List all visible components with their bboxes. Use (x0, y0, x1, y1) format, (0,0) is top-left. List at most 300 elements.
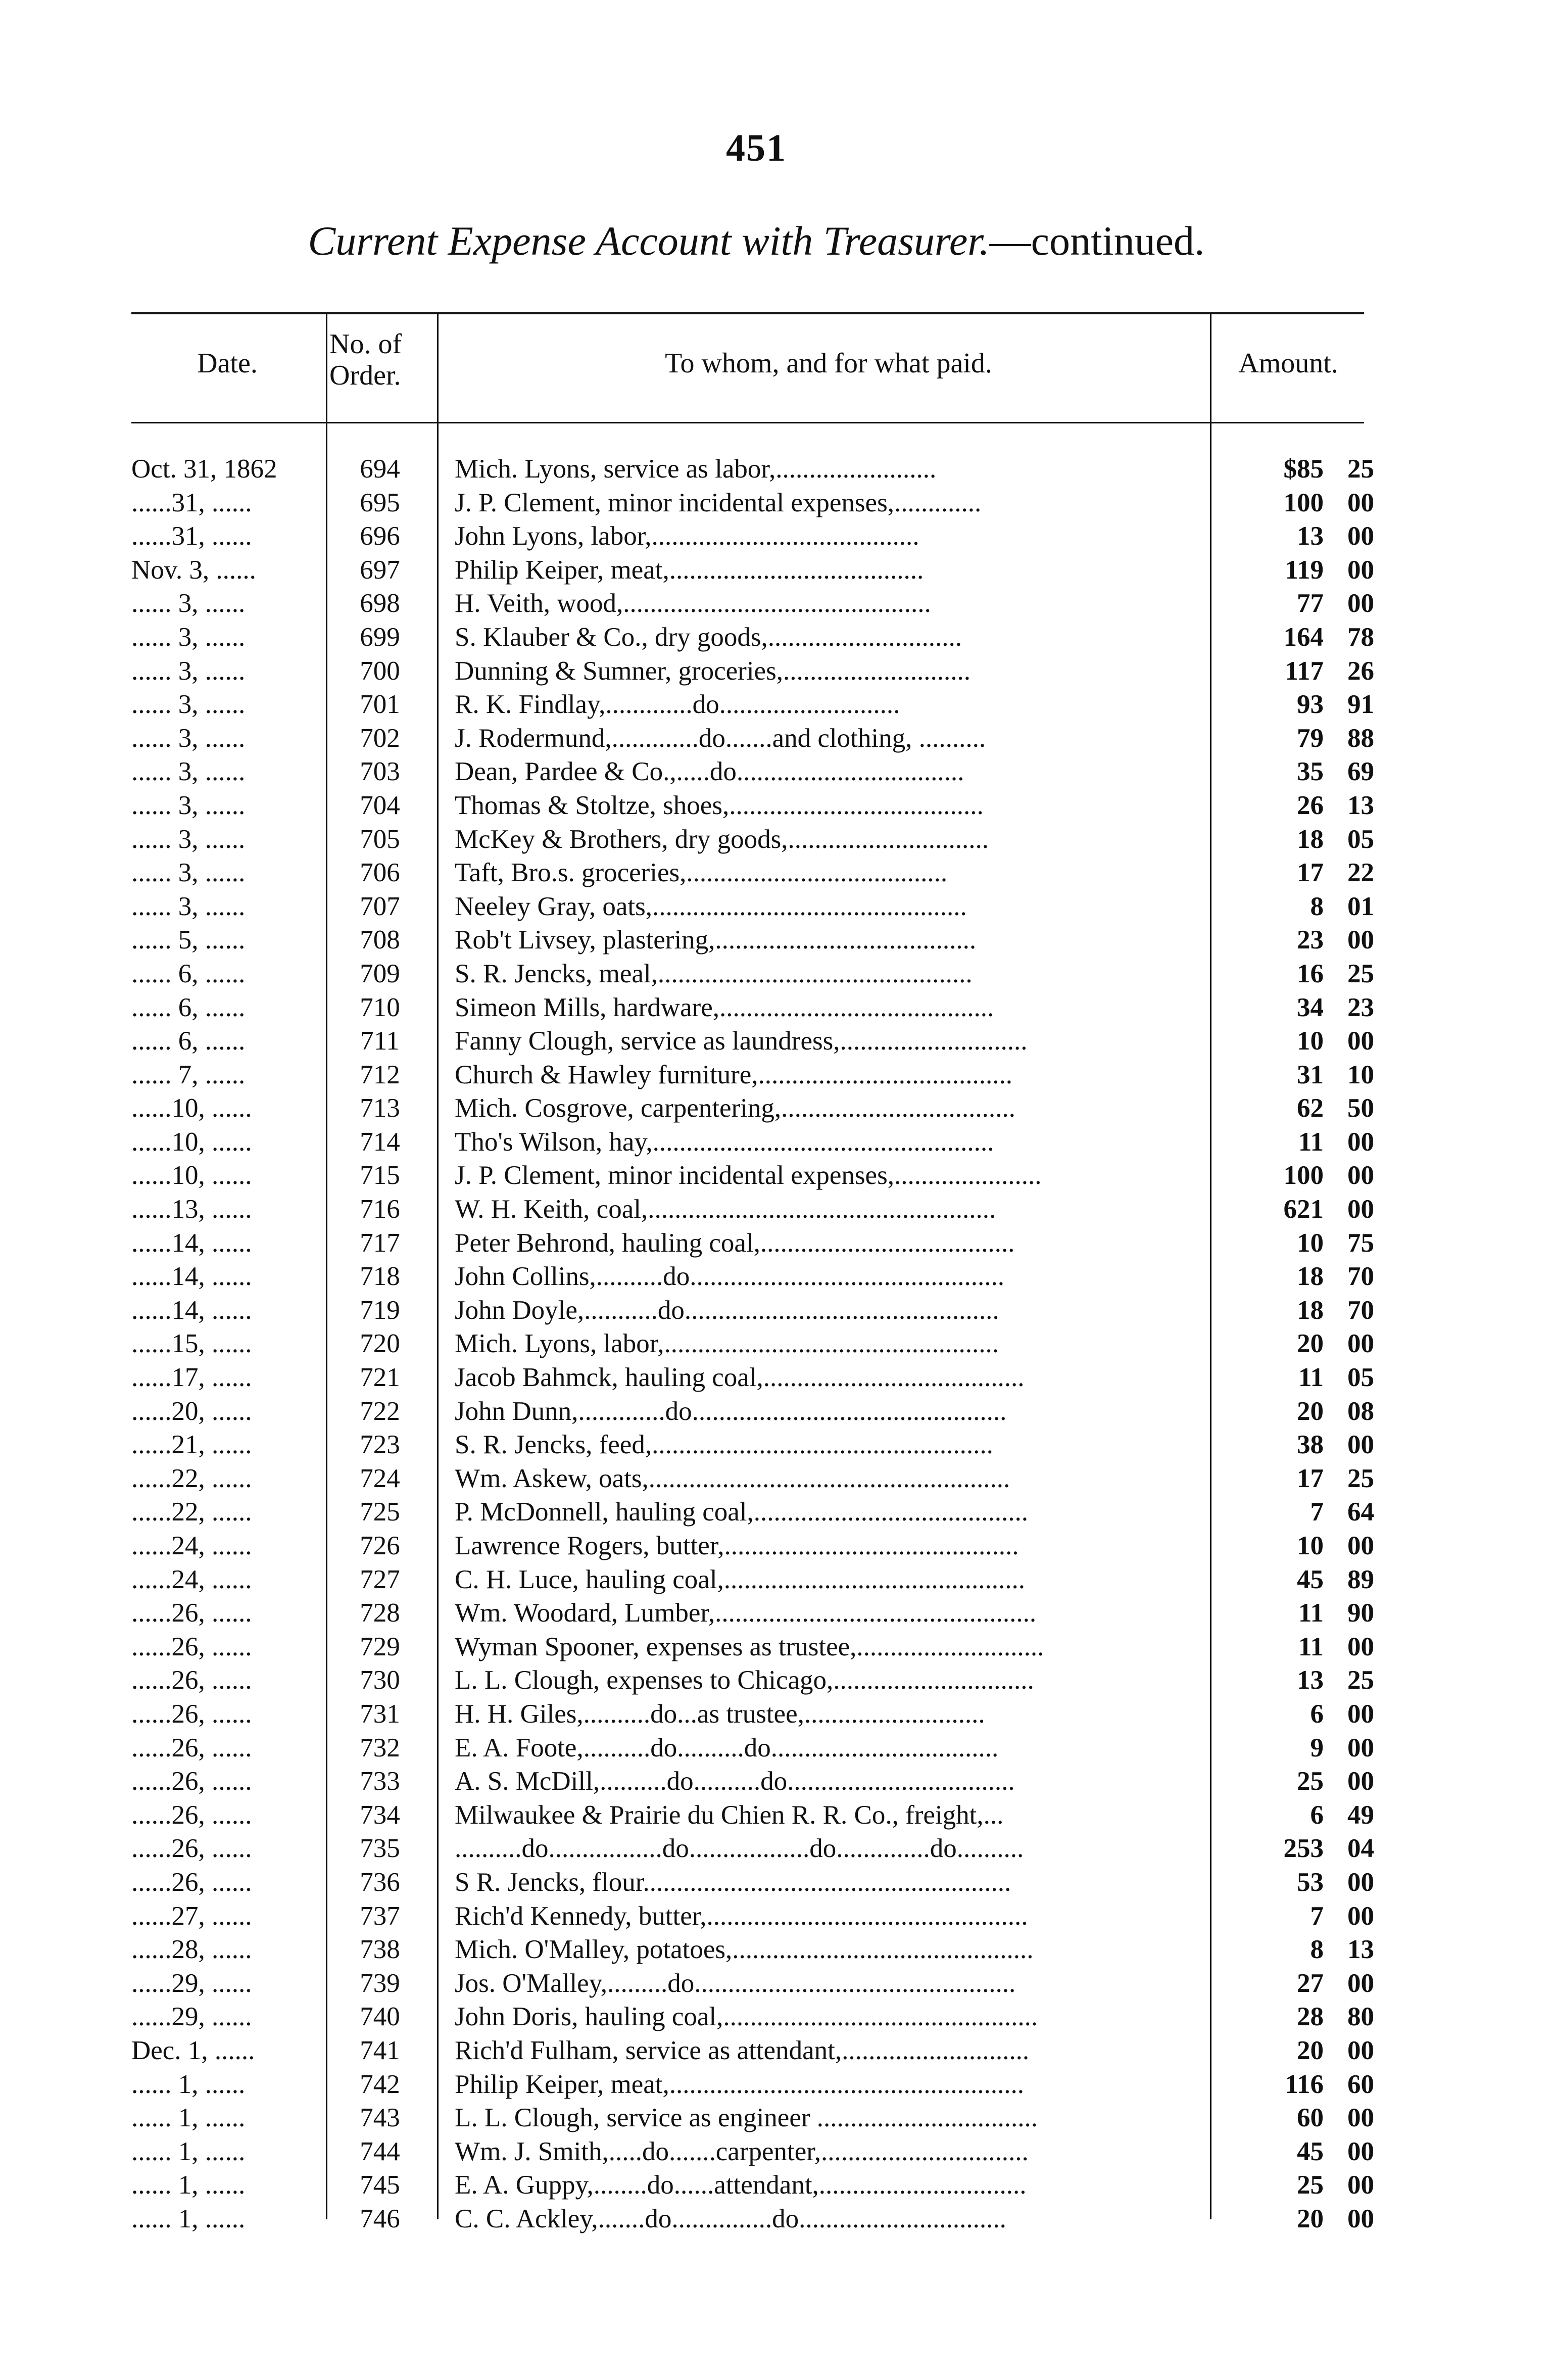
row-order-number: 724 (360, 1463, 400, 1493)
row-amount-dollars: 119 (1285, 555, 1324, 585)
row-order-number: 715 (360, 1161, 400, 1191)
row-amount (1218, 2068, 1374, 2102)
table-row (0, 486, 1552, 520)
table-row (0, 2202, 1552, 2236)
row-amount (1218, 1294, 1374, 1327)
row-amount-dollars: 25 (1297, 1767, 1324, 1796)
row-order-number: 739 (360, 1968, 400, 1998)
row-amount-cents: 23 (1347, 992, 1374, 1022)
row-payee: Taft, Bro.s. groceries,....................................... (455, 858, 948, 888)
row-order-number: 716 (360, 1195, 400, 1224)
table-row (0, 1731, 1552, 1765)
top-rule (131, 312, 1364, 314)
row-amount (1218, 1260, 1374, 1294)
row-amount-dollars: 35 (1297, 757, 1324, 787)
row-payee: W. H. Keith, coal,.................................................... (455, 1195, 996, 1224)
table-row (0, 2034, 1552, 2068)
table-row (0, 519, 1552, 553)
row-date: ......26, ...... (131, 1665, 252, 1695)
row-amount-dollars: 11 (1298, 1632, 1324, 1661)
row-date: ......14, ...... (131, 1262, 252, 1292)
row-date: ...... 1, ...... (131, 2204, 246, 2233)
row-date: ......26, ...... (131, 1867, 252, 1897)
ledger-rows (0, 452, 1552, 2235)
row-date: ......14, ...... (131, 1228, 252, 1258)
row-amount-dollars: 10 (1297, 1026, 1324, 1056)
row-payee: Jos. O'Malley,.........do................................................ (455, 1968, 1016, 1998)
row-amount-cents: 70 (1347, 1262, 1374, 1292)
table-row (0, 654, 1552, 688)
row-date: ......29, ...... (131, 1968, 252, 1998)
row-amount-cents: 00 (1347, 1531, 1374, 1560)
row-amount (1218, 452, 1374, 486)
table-row (0, 1596, 1552, 1630)
row-date: ...... 7, ...... (131, 1060, 246, 1089)
row-date: ......10, ...... (131, 1093, 252, 1123)
row-order-number: 733 (360, 1767, 400, 1796)
row-order-number: 741 (360, 2035, 400, 2065)
row-payee: S. R. Jencks, feed,................................................... (455, 1430, 993, 1460)
row-amount-cents: 25 (1347, 959, 1374, 988)
row-amount-dollars: 10 (1297, 1228, 1324, 1258)
row-date: ...... 1, ...... (131, 2136, 246, 2166)
row-amount-dollars: 62 (1297, 1093, 1324, 1123)
row-payee: Neeley Gray, oats,............................................... (455, 891, 967, 921)
row-amount (1218, 1731, 1374, 1765)
row-payee: Church & Hawley furniture,...................................... (455, 1060, 1012, 1089)
row-payee: J. Rodermund,.............do.......and clothing, .......... (455, 723, 986, 753)
row-amount-dollars: 34 (1297, 992, 1324, 1022)
row-date: Nov. 3, ...... (131, 555, 256, 585)
row-order-number: 745 (360, 2170, 400, 2200)
row-date: ......26, ...... (131, 1699, 252, 1729)
row-amount-dollars: 28 (1297, 2002, 1324, 2032)
row-amount-cents: 70 (1347, 1295, 1374, 1325)
row-order-number: 702 (360, 723, 400, 753)
row-amount-cents: 00 (1347, 1867, 1374, 1897)
row-amount-cents: 01 (1347, 891, 1374, 921)
row-date: ......17, ...... (131, 1363, 252, 1393)
row-amount (1218, 1091, 1374, 1125)
table-row (0, 1866, 1552, 1899)
row-amount (1218, 1193, 1374, 1226)
row-amount-dollars: $85 (1283, 454, 1324, 484)
row-amount-cents: 13 (1347, 790, 1374, 820)
row-payee: John Dunn,.............do............................................... (455, 1396, 1007, 1426)
row-order-number: 701 (360, 690, 400, 720)
table-row (0, 1933, 1552, 1967)
row-date: ......22, ...... (131, 1463, 252, 1493)
row-order-number: 703 (360, 757, 400, 787)
row-date: ......13, ...... (131, 1195, 252, 1224)
row-amount-dollars: 20 (1297, 1396, 1324, 1426)
row-payee: E. A. Foote,..........do..........do.................................. (455, 1733, 999, 1763)
row-amount-dollars: 26 (1297, 790, 1324, 820)
row-amount-dollars: 11 (1298, 1127, 1324, 1157)
row-date: ......26, ...... (131, 1800, 252, 1830)
table-row (0, 823, 1552, 856)
row-amount-cents: 10 (1347, 1060, 1374, 1089)
row-amount-cents: 78 (1347, 622, 1374, 652)
table-row (0, 1663, 1552, 1697)
row-amount-cents: 00 (1347, 1430, 1374, 1460)
row-amount-dollars: 20 (1297, 2035, 1324, 2065)
table-row (0, 957, 1552, 991)
row-order-number: 743 (360, 2103, 400, 2133)
row-amount-dollars: 100 (1283, 488, 1324, 517)
row-amount-cents: 00 (1347, 2170, 1374, 2200)
row-date: ...... 3, ...... (131, 858, 246, 888)
row-order-number: 697 (360, 555, 400, 585)
row-order-number: 740 (360, 2002, 400, 2032)
table-row (0, 1294, 1552, 1327)
row-amount (1218, 587, 1374, 621)
row-date: ......24, ...... (131, 1531, 252, 1560)
table-row (0, 621, 1552, 654)
row-order-number: 711 (360, 1026, 400, 1056)
row-amount-cents: 90 (1347, 1598, 1374, 1628)
row-amount-dollars: 6 (1310, 1699, 1324, 1729)
table-row (0, 452, 1552, 486)
row-amount-cents: 80 (1347, 2002, 1374, 2032)
row-amount-cents: 13 (1347, 1935, 1374, 1965)
table-row (0, 1495, 1552, 1529)
row-payee: Mich. Lyons, service as labor,........................ (455, 454, 937, 484)
row-amount-cents: 00 (1347, 2204, 1374, 2233)
row-amount-cents: 00 (1347, 1161, 1374, 1191)
table-row (0, 1899, 1552, 1933)
row-amount (1218, 923, 1374, 957)
row-amount-cents: 50 (1347, 1093, 1374, 1123)
row-amount-cents: 08 (1347, 1396, 1374, 1426)
row-amount (1218, 553, 1374, 587)
row-payee: ..........do.................do..................do..............do.......... (455, 1834, 1024, 1864)
row-order-number: 718 (360, 1262, 400, 1292)
row-amount-cents: 89 (1347, 1564, 1374, 1594)
row-date: ......20, ...... (131, 1396, 252, 1426)
row-order-number: 707 (360, 891, 400, 921)
row-amount-dollars: 13 (1297, 521, 1324, 551)
row-order-number: 719 (360, 1295, 400, 1325)
row-order-number: 696 (360, 521, 400, 551)
row-amount-cents: 00 (1347, 1632, 1374, 1661)
row-amount-dollars: 100 (1283, 1161, 1324, 1191)
row-date: ...... 1, ...... (131, 2069, 246, 2099)
row-amount-cents: 00 (1347, 521, 1374, 551)
row-amount-dollars: 11 (1298, 1363, 1324, 1393)
row-amount (1218, 1832, 1374, 1866)
header-order-number (329, 328, 435, 391)
row-amount-dollars: 20 (1297, 1329, 1324, 1359)
row-amount-cents: 22 (1347, 858, 1374, 888)
row-payee: Wyman Spooner, expenses as trustee,............................ (455, 1632, 1044, 1661)
row-payee: Jacob Bahmck, hauling coal,....................................... (455, 1363, 1025, 1393)
table-row (0, 789, 1552, 823)
row-amount (1218, 688, 1374, 722)
row-payee: John Doyle,...........do............................................... (455, 1295, 999, 1325)
table-row (0, 1327, 1552, 1361)
row-amount-dollars: 18 (1297, 824, 1324, 854)
row-payee: H. Veith, wood,.............................................. (455, 589, 931, 618)
row-date: ......15, ...... (131, 1329, 252, 1359)
header-bottom-rule (131, 422, 1364, 423)
row-order-number: 694 (360, 454, 400, 484)
row-amount-cents: 00 (1347, 2136, 1374, 2166)
row-order-number: 735 (360, 1834, 400, 1864)
row-payee: Philip Keiper, meat,..................................................... (455, 2069, 1024, 2099)
row-date: ......28, ...... (131, 1935, 252, 1965)
row-payee: Simeon Mills, hardware,......................................... (455, 992, 994, 1022)
row-payee: C. H. Luce, hauling coal,............................................. (455, 1564, 1026, 1594)
table-row (0, 2068, 1552, 2102)
row-payee: Milwaukee & Prairie du Chien R. R. Co., freight,... (455, 1800, 1004, 1830)
header-payee: To whom, and for what paid. (665, 348, 992, 379)
row-amount (1218, 1866, 1374, 1899)
row-order-number: 729 (360, 1632, 400, 1661)
row-order-number: 732 (360, 1733, 400, 1763)
row-date: ...... 5, ...... (131, 925, 246, 955)
row-amount-cents: 04 (1347, 1834, 1374, 1864)
row-amount-cents: 49 (1347, 1800, 1374, 1830)
row-date: ......26, ...... (131, 1767, 252, 1796)
row-amount-cents: 05 (1347, 1363, 1374, 1393)
row-amount-dollars: 13 (1297, 1665, 1324, 1695)
row-amount-cents: 00 (1347, 1127, 1374, 1157)
row-amount-dollars: 20 (1297, 2204, 1324, 2233)
row-amount (1218, 991, 1374, 1025)
row-amount-cents: 69 (1347, 757, 1374, 787)
row-payee: S. R. Jencks, meal,............................................... (455, 959, 973, 988)
row-payee: Rich'd Fulham, service as attendant,............................ (455, 2035, 1030, 2065)
header-order-line1: No. of (329, 328, 402, 360)
row-amount-cents: 25 (1347, 454, 1374, 484)
row-date: ...... 1, ...... (131, 2103, 246, 2133)
row-date: ......26, ...... (131, 1598, 252, 1628)
row-payee: Lawrence Rogers, butter,............................................ (455, 1531, 1019, 1560)
table-row (0, 1125, 1552, 1159)
row-amount (1218, 1058, 1374, 1092)
row-order-number: 728 (360, 1598, 400, 1628)
row-order-number: 744 (360, 2136, 400, 2166)
row-amount-cents: 00 (1347, 2103, 1374, 2133)
row-payee: A. S. McDill,..........do..........do.................................. (455, 1767, 1015, 1796)
row-date: ......14, ...... (131, 1295, 252, 1325)
row-order-number: 698 (360, 589, 400, 618)
row-amount-dollars: 93 (1297, 690, 1324, 720)
row-payee: Mich. Lyons, labor,.................................................. (455, 1329, 999, 1359)
row-order-number: 710 (360, 992, 400, 1022)
row-order-number: 721 (360, 1363, 400, 1393)
row-order-number: 725 (360, 1497, 400, 1527)
row-amount (1218, 823, 1374, 856)
row-payee: McKey & Brothers, dry goods,.............................. (455, 824, 989, 854)
row-amount-cents: 75 (1347, 1228, 1374, 1258)
row-order-number: 723 (360, 1430, 400, 1460)
row-payee: H. H. Giles,..........do...as trustee,........................... (455, 1699, 985, 1729)
table-row (0, 1024, 1552, 1058)
row-amount-dollars: 18 (1297, 1295, 1324, 1325)
row-amount-dollars: 53 (1297, 1867, 1324, 1897)
row-payee: Fanny Clough, service as laundress,............................ (455, 1026, 1028, 1056)
table-row (0, 856, 1552, 890)
row-date: ......29, ...... (131, 2002, 252, 2032)
row-amount-cents: 00 (1347, 589, 1374, 618)
table-row (0, 1765, 1552, 1798)
table-row (0, 1159, 1552, 1193)
row-amount-cents: 26 (1347, 656, 1374, 686)
row-amount (1218, 621, 1374, 654)
title-main: Current Expense Account with Treasurer. (308, 218, 990, 264)
row-amount (1218, 1630, 1374, 1664)
table-row (0, 755, 1552, 789)
header-amount: Amount. (1238, 348, 1338, 379)
row-amount-dollars: 17 (1297, 858, 1324, 888)
row-amount (1218, 1327, 1374, 1361)
row-date: ...... 3, ...... (131, 656, 246, 686)
row-amount (1218, 1495, 1374, 1529)
row-payee: John Doris, hauling coal,............................................... (455, 2002, 1038, 2032)
row-amount (1218, 890, 1374, 924)
table-row (0, 1798, 1552, 1832)
row-amount (1218, 654, 1374, 688)
row-amount (1218, 486, 1374, 520)
row-amount-cents: 00 (1347, 1329, 1374, 1359)
row-order-number: 737 (360, 1901, 400, 1931)
row-payee: Wm. J. Smith,.....do.......carpenter,............................... (455, 2136, 1029, 2166)
table-row (0, 587, 1552, 621)
row-amount-dollars: 31 (1297, 1060, 1324, 1089)
row-amount-cents: 00 (1347, 488, 1374, 517)
row-order-number: 720 (360, 1329, 400, 1359)
table-row (0, 688, 1552, 722)
row-amount (1218, 1697, 1374, 1731)
table-row (0, 991, 1552, 1025)
row-order-number: 742 (360, 2069, 400, 2099)
row-date: ...... 3, ...... (131, 891, 246, 921)
row-order-number: 704 (360, 790, 400, 820)
row-amount-dollars: 8 (1310, 1935, 1324, 1965)
row-order-number: 708 (360, 925, 400, 955)
row-payee: P. McDonnell, hauling coal,......................................... (455, 1497, 1028, 1527)
row-payee: Mich. O'Malley, potatoes,............................................. (455, 1935, 1034, 1965)
row-amount-dollars: 25 (1297, 2170, 1324, 2200)
table-row (0, 1529, 1552, 1563)
row-order-number: 706 (360, 858, 400, 888)
row-payee: Wm. Askew, oats,...................................................... (455, 1463, 1010, 1493)
row-amount-cents: 00 (1347, 1901, 1374, 1931)
table-row (0, 1226, 1552, 1260)
row-amount (1218, 1125, 1374, 1159)
row-amount-dollars: 45 (1297, 2136, 1324, 2166)
row-date: Oct. 31, 1862 (131, 454, 277, 484)
row-amount-cents: 00 (1347, 1026, 1374, 1056)
row-amount-dollars: 11 (1298, 1598, 1324, 1628)
table-row (0, 1428, 1552, 1462)
row-payee: Thomas & Stoltze, shoes,...................................... (455, 790, 984, 820)
table-row (0, 1260, 1552, 1294)
row-date: ...... 6, ...... (131, 959, 246, 988)
row-date: ...... 3, ...... (131, 690, 246, 720)
row-amount (1218, 856, 1374, 890)
row-date: ...... 3, ...... (131, 790, 246, 820)
row-date: ......10, ...... (131, 1127, 252, 1157)
row-date: ......31, ...... (131, 521, 252, 551)
row-payee: John Collins,..........do............................................... (455, 1262, 1005, 1292)
row-payee: Rob't Livsey, plastering,....................................... (455, 925, 977, 955)
table-row (0, 1091, 1552, 1125)
row-payee: L. L. Clough, service as engineer ................................. (455, 2103, 1038, 2133)
row-amount-dollars: 18 (1297, 1262, 1324, 1292)
row-amount (1218, 1428, 1374, 1462)
table-row (0, 1395, 1552, 1429)
row-date: ......10, ...... (131, 1161, 252, 1191)
row-amount-dollars: 7 (1310, 1901, 1324, 1931)
row-amount (1218, 789, 1374, 823)
row-amount-dollars: 116 (1285, 2069, 1324, 2099)
row-payee: Peter Behrond, hauling coal,...................................... (455, 1228, 1015, 1258)
row-payee: S. Klauber & Co., dry goods,............................. (455, 622, 962, 652)
row-amount-dollars: 16 (1297, 959, 1324, 988)
row-amount-dollars: 621 (1283, 1195, 1324, 1224)
table-row (0, 923, 1552, 957)
row-amount (1218, 1361, 1374, 1395)
row-amount-dollars: 117 (1285, 656, 1324, 686)
row-order-number: 712 (360, 1060, 400, 1089)
row-date: ...... 1, ...... (131, 2170, 246, 2200)
row-amount (1218, 1024, 1374, 1058)
row-amount-cents: 05 (1347, 824, 1374, 854)
row-payee: Wm. Woodard, Lumber,................................................ (455, 1598, 1037, 1628)
row-amount (1218, 1159, 1374, 1193)
row-amount-dollars: 164 (1283, 622, 1324, 652)
row-amount-cents: 60 (1347, 2069, 1374, 2099)
row-amount-dollars: 79 (1297, 723, 1324, 753)
row-amount (1218, 2168, 1374, 2202)
table-row (0, 1462, 1552, 1496)
row-amount (1218, 1563, 1374, 1597)
page-number: 451 (726, 127, 787, 169)
row-amount-dollars: 23 (1297, 925, 1324, 955)
row-amount (1218, 1596, 1374, 1630)
row-order-number: 734 (360, 1800, 400, 1830)
row-date: ......26, ...... (131, 1632, 252, 1661)
row-amount (1218, 519, 1374, 553)
table-row (0, 2000, 1552, 2034)
row-amount-cents: 00 (1347, 925, 1374, 955)
row-order-number: 731 (360, 1699, 400, 1729)
row-date: ......26, ...... (131, 1834, 252, 1864)
row-payee: Dunning & Sumner, groceries,............................ (455, 656, 971, 686)
row-date: ......24, ...... (131, 1564, 252, 1594)
row-date: ...... 3, ...... (131, 723, 246, 753)
row-amount (1218, 1967, 1374, 2001)
row-date: ...... 3, ...... (131, 824, 246, 854)
row-payee: Dean, Pardee & Co.,.....do.................................. (455, 757, 964, 787)
row-amount-dollars: 77 (1297, 589, 1324, 618)
row-order-number: 714 (360, 1127, 400, 1157)
row-amount-cents: 00 (1347, 1968, 1374, 1998)
table-row (0, 553, 1552, 587)
row-date: ...... 3, ...... (131, 757, 246, 787)
table-row (0, 2168, 1552, 2202)
row-payee: S R. Jencks, flour....................................................... (455, 1867, 1011, 1897)
row-date: ...... 3, ...... (131, 589, 246, 618)
row-amount-dollars: 6 (1310, 1800, 1324, 1830)
row-payee: Mich. Cosgrove, carpentering,................................... (455, 1093, 1015, 1123)
row-amount (1218, 1529, 1374, 1563)
page-title (0, 217, 1513, 265)
table-row (0, 1361, 1552, 1395)
